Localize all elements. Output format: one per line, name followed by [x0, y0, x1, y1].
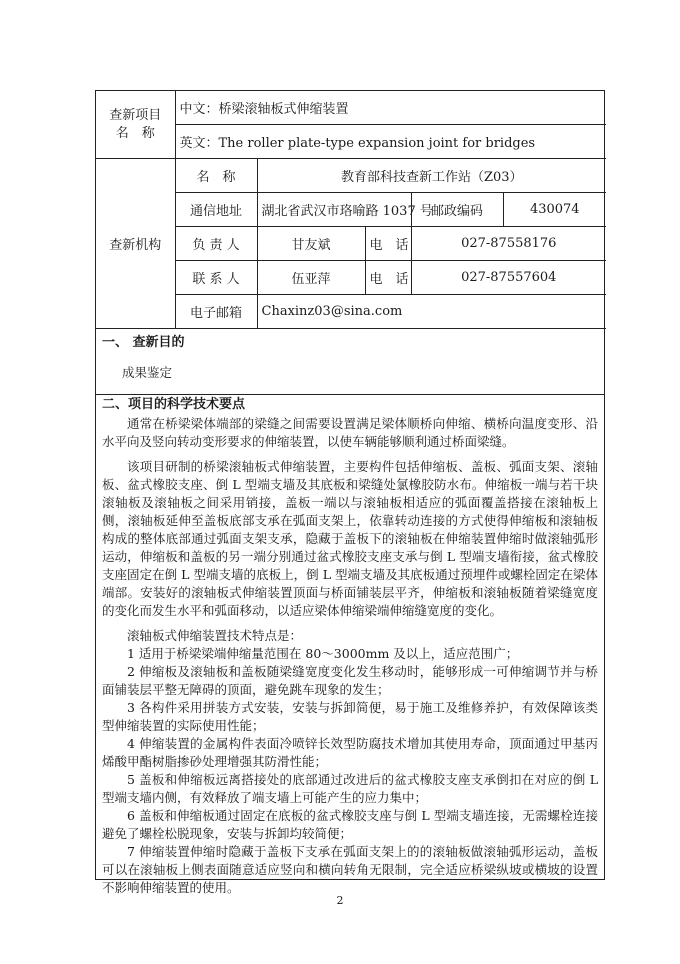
contact-phone-value: 027-87557604 [411, 261, 606, 295]
project-name-row-cn [96, 91, 606, 125]
postcode-value: 430074 [503, 193, 606, 227]
feature-item-1: 1 适用于桥梁梁端伸缩量范围在 80～3000mm 及以上，适应范围广； [127, 646, 519, 661]
postcode-label: 邮政编码 [411, 193, 503, 227]
section-tech-title: 二、项目的科学技术要点 [102, 397, 246, 412]
address-label: 通信地址 [175, 193, 257, 227]
contact-phone-label: 电 话 [365, 261, 411, 295]
email-value: Chaxinz03@sina.com [257, 295, 606, 329]
email-label: 电子邮箱 [175, 295, 257, 329]
section-purpose-body: 成果鉴定 [122, 365, 173, 380]
leader-value: 甘友斌 [257, 227, 365, 261]
cn-label: 中文： [179, 102, 219, 117]
feature-item-3: 3 各构件采用拼装方式安装，安装与拆卸简便，易于施工及维修养护，有效保障该类型伸缩装置的实际使用性能； [102, 700, 598, 733]
agency-name-row [96, 159, 606, 193]
agency-name-label: 名 称 [175, 159, 257, 193]
info-table [96, 91, 606, 329]
contact-value: 伍亚萍 [257, 261, 365, 295]
contact-label: 联 系 人 [175, 261, 257, 295]
address-value: 湖北省武汉市珞喻路 1037 号 [257, 193, 411, 227]
leader-phone-label: 电 话 [365, 227, 411, 261]
report-form [95, 90, 605, 895]
project-name-en [175, 125, 606, 159]
section-tech-points [96, 395, 604, 897]
leader-label: 负 责 人 [175, 227, 257, 261]
project-name-label-line1: 查新项目 [109, 107, 162, 123]
feature-item-5: 5 盖板和伸缩板远离搭接处的底部通过改进后的盆式橡胶支座支承倒扣在对应的倒 L 型端支墙内侧，有效释放了端支墙上可能产生的应力集中； [102, 772, 598, 805]
en-label: 英文： [179, 136, 219, 151]
agency-name-value: 教育部科技查新工作站（Z03） [257, 159, 606, 193]
paragraph-features-heading: 滚轴板式伸缩装置技术特点是： [127, 628, 303, 643]
feature-item-4: 4 伸缩装置的金属构件表面冷喷锌长效型防腐技术增加其使用寿命，顶面通过甲基丙烯酸甲酯树脂掺砂处理增强其防滑性能； [102, 736, 598, 769]
section-purpose-title: 一、 查新目的 [102, 335, 185, 350]
feature-item-2: 2 伸缩板及滚轴板和盖板随梁缝宽度变化发生移动时，能够形成一可伸缩调节并与桥面铺装层平整无障碍的顶面，避免跳车现象的发生； [102, 664, 598, 697]
feature-item-6: 6 盖板和伸缩板通过固定在底板的盆式橡胶支座与倒 L 型端支墙连接，无需螺栓连接避免了螺栓松脱现象，安装与拆卸均较简便； [102, 808, 598, 841]
section-purpose [96, 329, 604, 395]
project-name-label [96, 91, 175, 159]
cn-value: 桥梁滚轴板式伸缩装置 [218, 102, 349, 117]
page-number: 2 [336, 894, 344, 907]
project-name-label-line2: 名 称 [115, 125, 155, 141]
agency-label: 查新机构 [96, 159, 175, 329]
project-name-cn [175, 91, 606, 125]
leader-phone-value: 027-87558176 [411, 227, 606, 261]
feature-item-7: 7 伸缩装置伸缩时隐藏于盖板下支承在弧面支架上的的滚轴板做滚轴弧形运动，盖板可以在滚轴板上侧表面随意适应竖向和横向转角无限制，完全适应桥梁纵坡或横坡的设置不影响伸缩装置的使用。 [102, 844, 598, 895]
paragraph-intro: 通常在桥梁梁体端部的梁缝之间需要设置满足梁体顺桥向伸缩、横桥向温度变形、沿水平向及竖向转动变形要求的伸缩装置，以使车辆能够顺利通过桥面梁缝。 [102, 416, 598, 449]
en-value: The roller plate-type expansion joint for bridges [218, 136, 536, 151]
paragraph-structure: 该项目研制的桥梁滚轴板式伸缩装置，主要构件包括伸缩板、盖板、弧面支架、滚轴板、盆式橡胶支座、倒 L 型端支墙及其底板和梁缝处氯橡胶防水布。伸缩板一端与若干块滚轴板及滚轴板之间采用销接，盖板一端以与滚轴板相适应的弧面覆盖搭接在滚轴板上侧，滚轴板延伸至盖板底部支承在弧面支架上，依靠转动连接的方式使得伸缩板和滚轴板构成的整体底部通过弧面支架支承，隐藏于盖板下的滚轴板在伸缩装置伸缩时做滚轴弧形运动，伸缩板和盖板的另一端分别通过盆式橡胶支座支承与倒 L 型端支墙衔接，盆式橡胶支座固定在倒 L 型端支墙的底板上，倒 L 型端支墙及其底板通过预埋件或螺栓固定在梁体端部。安装好的滚轴板式伸缩装置顶面与桥面铺装层平齐，伸缩板和滚轴板随着梁缝宽度的变化而发生水平和弧面移动，以适应梁体伸缩梁端伸缩缝宽度的变化。 [102, 459, 598, 618]
